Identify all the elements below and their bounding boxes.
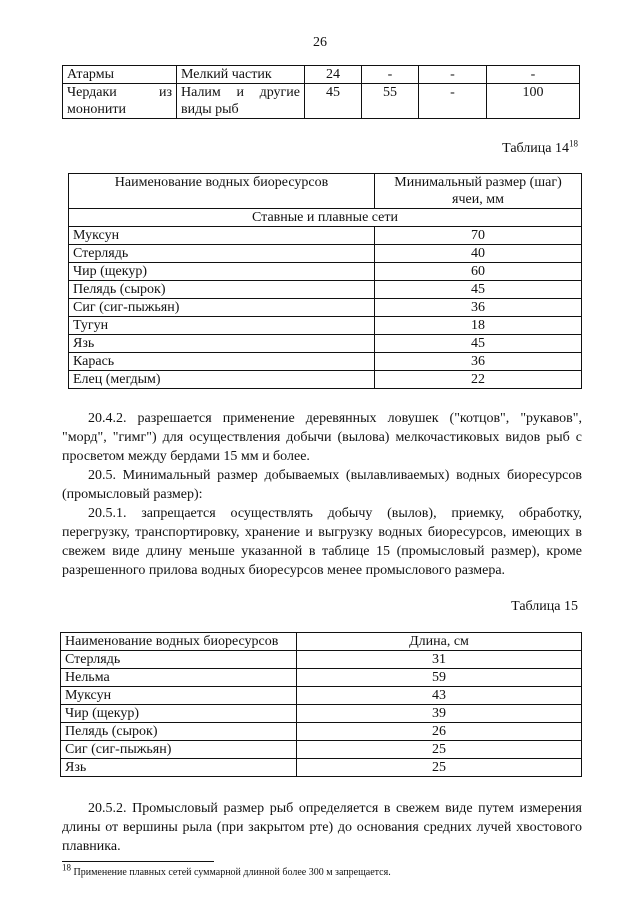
mesh-value: 18 — [375, 317, 582, 335]
species-name: Сиг (сиг-пыжьян) — [61, 741, 297, 759]
table-row — [69, 245, 582, 263]
table-cell: - — [419, 66, 487, 84]
table-header-row — [69, 174, 582, 209]
table-cell: 100 — [487, 84, 580, 119]
species-name: Чир (щекур) — [69, 263, 375, 281]
paragraph: 20.4.2. разрешается применение деревянных ловушек ("котцов", "рукавов", "морд", "гимг") для осуществления добычи (вылова) мелкочастиковых видов рыб с просветом между бердами 15 мм и более. — [62, 411, 582, 464]
footnote-text: Применение плавных сетей суммарной длинной более 300 м запрещается. — [73, 867, 391, 878]
table-cell: 55 — [362, 84, 419, 119]
mesh-value: 22 — [375, 371, 582, 389]
length-table — [60, 632, 582, 777]
species-name: Чир (щекур) — [61, 705, 297, 723]
table-cell: - — [487, 66, 580, 84]
species-name: Сиг (сиг-пыжьян) — [69, 299, 375, 317]
mesh-value: 36 — [375, 353, 582, 371]
body-text — [62, 409, 582, 580]
mesh-value: 40 — [375, 245, 582, 263]
species-name: Муксун — [61, 687, 297, 705]
caption-text: Таблица 14 — [502, 141, 569, 156]
species-name: Нельма — [61, 669, 297, 687]
species-name: Муксун — [69, 227, 375, 245]
species-name: Язь — [69, 335, 375, 353]
table-row — [69, 227, 582, 245]
section-row — [69, 209, 582, 227]
footnote-divider — [62, 861, 214, 862]
paragraph: 20.5. Минимальный размер добываемых (вылавливаемых) водных биоресурсов (промысловый размер): — [62, 468, 582, 502]
length-value: 26 — [297, 723, 582, 741]
column-header: Минимальный размер (шаг) ячеи, мм — [375, 174, 582, 209]
length-value: 25 — [297, 741, 582, 759]
page-number: 26 — [313, 35, 327, 50]
length-value: 39 — [297, 705, 582, 723]
table-cell: - — [419, 84, 487, 119]
mesh-value: 36 — [375, 299, 582, 317]
paragraph: 20.5.2. Промысловый размер рыб определяется в свежем виде путем измерения длины от вершины рыла (при закрытом рте) до основания средних лучей хвостового плавника. — [62, 801, 582, 854]
table-row — [61, 651, 582, 669]
gear-name: Чердаки из мононити — [63, 84, 177, 119]
fish-type: Налим и другие виды рыб — [177, 84, 305, 119]
table-cell: 24 — [305, 66, 362, 84]
mesh-value: 45 — [375, 335, 582, 353]
footnote-ref: 18 — [569, 138, 578, 149]
table-row — [61, 687, 582, 705]
species-name: Стерлядь — [69, 245, 375, 263]
mesh-value: 70 — [375, 227, 582, 245]
species-name: Стерлядь — [61, 651, 297, 669]
table-row — [61, 741, 582, 759]
species-name: Пелядь (сырок) — [69, 281, 375, 299]
paragraph: 20.5.1. запрещается осуществлять добычу (вылов), приемку, обработку, перегрузку, транспортировку, хранение и выгрузку водных биоресурсов, имеющих в свежем виде длину меньше указанной в таблице 15 (промысловый размер), кроме разрешенного прилова водных биоресурсов менее промыслового размера. — [62, 506, 582, 578]
column-header: Наименование водных биоресурсов — [69, 174, 375, 209]
species-name: Пелядь (сырок) — [61, 723, 297, 741]
table-row — [69, 353, 582, 371]
mesh-size-table — [68, 173, 582, 389]
column-header: Длина, см — [297, 633, 582, 651]
table-row — [69, 299, 582, 317]
gear-name: Атармы — [63, 66, 177, 84]
table-caption — [502, 138, 578, 157]
table-row — [63, 84, 580, 119]
table-cell: - — [362, 66, 419, 84]
table-row — [69, 281, 582, 299]
species-name: Карась — [69, 353, 375, 371]
table-row — [69, 335, 582, 353]
table-row — [69, 317, 582, 335]
footnote-mark: 18 — [62, 862, 71, 873]
table-row — [61, 705, 582, 723]
section-header: Ставные и плавные сети — [69, 209, 582, 227]
table-header-row — [61, 633, 582, 651]
table-caption: Таблица 15 — [511, 599, 578, 614]
table-row — [61, 669, 582, 687]
table-row — [63, 66, 580, 84]
table-cell: 45 — [305, 84, 362, 119]
mesh-value: 45 — [375, 281, 582, 299]
table-row — [69, 263, 582, 281]
table-row — [61, 759, 582, 777]
species-name: Елец (мегдым) — [69, 371, 375, 389]
table-row — [69, 371, 582, 389]
species-name: Тугун — [69, 317, 375, 335]
column-header: Наименование водных биоресурсов — [61, 633, 297, 651]
footnote — [62, 862, 391, 878]
length-value: 25 — [297, 759, 582, 777]
length-value: 31 — [297, 651, 582, 669]
fish-type: Мелкий частик — [177, 66, 305, 84]
table-row — [61, 723, 582, 741]
mesh-value: 60 — [375, 263, 582, 281]
gear-table — [62, 65, 580, 119]
length-value: 59 — [297, 669, 582, 687]
length-value: 43 — [297, 687, 582, 705]
species-name: Язь — [61, 759, 297, 777]
